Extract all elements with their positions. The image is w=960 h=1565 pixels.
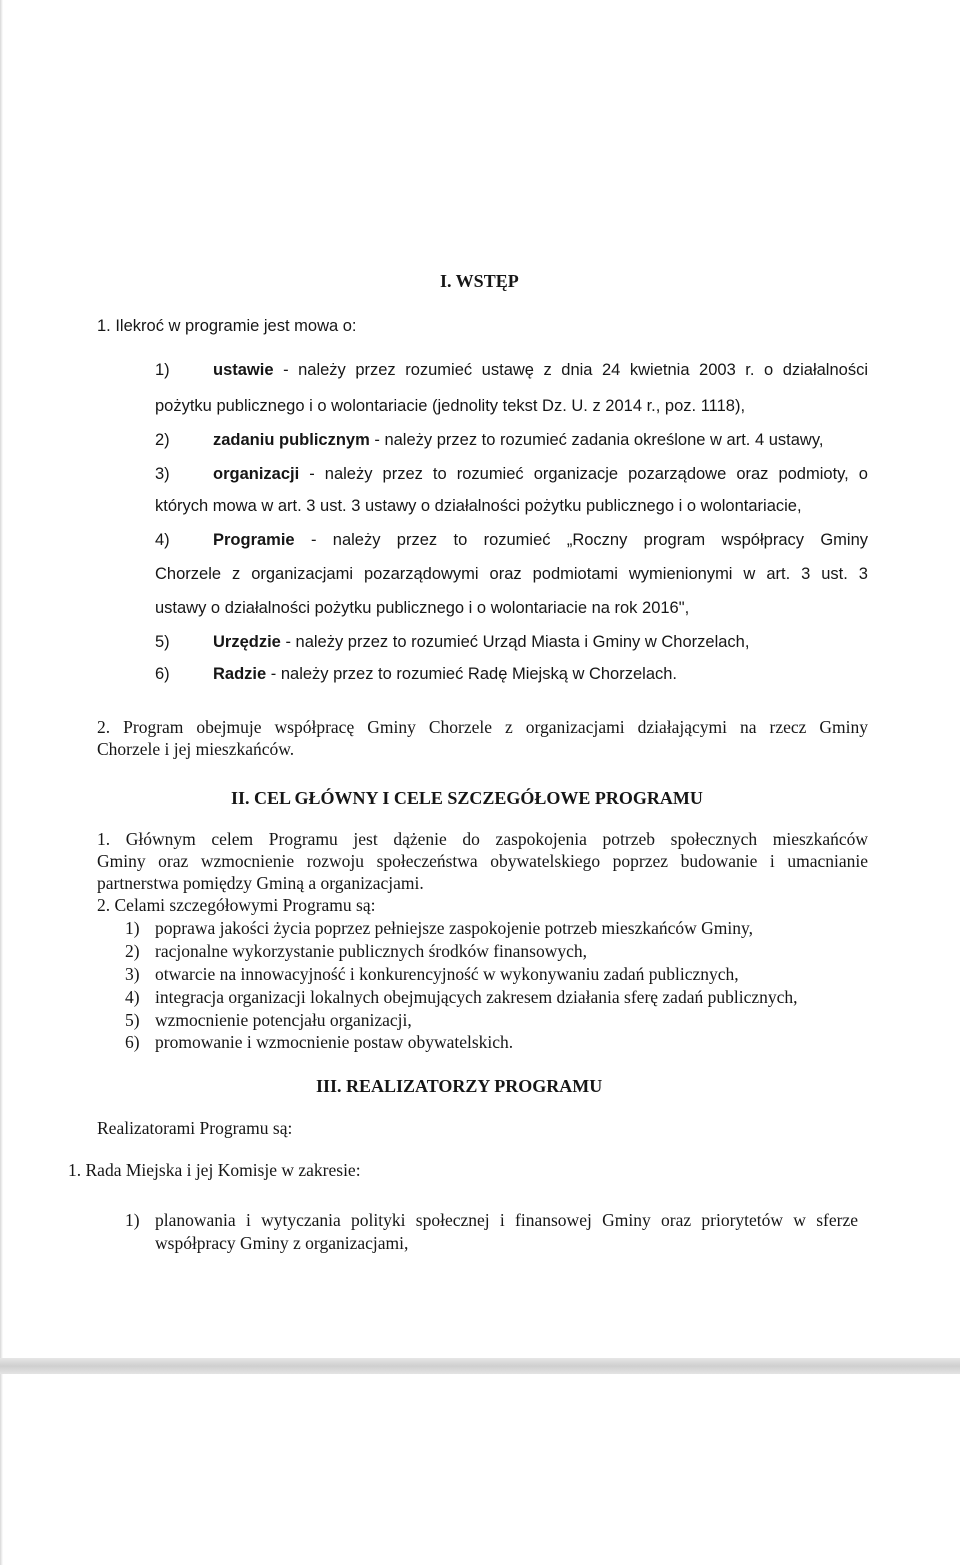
- sub-item-line: planowania i wytyczania polityki społecznej i finansowej Gminy oraz priorytetów w sferze: [155, 1210, 858, 1230]
- def-line: [213, 466, 868, 483]
- def-text: - należy przez rozumieć ustawę z dnia 24 kwietnia 2003 r. o działalności: [273, 361, 868, 379]
- def-text: - należy przez to rozumieć zadania określone w art. 4 ustawy,: [369, 431, 824, 449]
- def-text: - należy przez to rozumieć Urząd Miasta i Gminy w Chorzelach,: [280, 633, 750, 651]
- section-heading-cele: II. CEL GŁÓWNY I CELE SZCZEGÓŁOWE PROGRAMU: [231, 788, 703, 808]
- goal-text: poprawa jakości życia poprzez pełniejsze zaspokojenie potrzeb mieszkańców Gminy,: [155, 918, 753, 938]
- def-line-cont: których mowa w art. 3 ust. 3 ustawy o działalności pożytku publicznego i o wolontariacie,: [155, 497, 802, 515]
- def-number: 1): [155, 361, 170, 379]
- list-item: 1. Rada Miejska i jej Komisje w zakresie:: [68, 1160, 361, 1180]
- goal-number: 3): [125, 964, 140, 984]
- goal-text: wzmocnienie potencjału organizacji,: [155, 1010, 412, 1030]
- section-heading-wstep: I. WSTĘP: [440, 271, 519, 291]
- section-intro: 1. Ilekroć w programie jest mowa o:: [97, 317, 357, 335]
- def-term: Urzędzie: [213, 633, 281, 651]
- def-line: [213, 666, 677, 683]
- scan-edge: [0, 0, 3, 1565]
- def-line: [213, 532, 868, 549]
- paragraph-line: 2. Celami szczegółowymi Programu są:: [97, 895, 376, 915]
- sub-item-line: współpracy Gminy z organizacjami,: [155, 1233, 409, 1253]
- def-number: 5): [155, 633, 170, 651]
- def-term: ustawie: [213, 361, 274, 379]
- def-number: 2): [155, 431, 170, 449]
- paragraph-line: 1. Głównym celem Programu jest dążenie do zaspokojenia potrzeb społecznych mieszkańców: [97, 829, 868, 849]
- def-number: 4): [155, 531, 170, 549]
- def-line: [213, 432, 823, 449]
- scan-artifact-band: [0, 1358, 960, 1374]
- def-text: - należy przez to rozumieć „Roczny program współpracy Gminy: [294, 531, 868, 549]
- section-heading-realizatorzy: III. REALIZATORZY PROGRAMU: [316, 1076, 603, 1096]
- def-text: - należy przez to rozumieć organizacje pozarządowe oraz podmioty, o: [299, 465, 868, 483]
- def-line-cont: pożytku publicznego i o wolontariacie (jednolity tekst Dz. U. z 2014 r., poz. 1118),: [155, 397, 746, 415]
- def-line: [213, 634, 749, 651]
- goal-number: 6): [125, 1032, 140, 1052]
- goal-text: otwarcie na innowacyjność i konkurencyjność w wykonywaniu zadań publicznych,: [155, 964, 739, 984]
- goal-text: promowanie i wzmocnienie postaw obywatelskich.: [155, 1032, 514, 1052]
- def-line-cont: ustawy o działalności pożytku publicznego i o wolontariacie na rok 2016",: [155, 599, 690, 617]
- def-line: [213, 362, 868, 379]
- goal-number: 5): [125, 1010, 140, 1030]
- paragraph-line: Realizatorami Programu są:: [97, 1118, 293, 1138]
- def-number: 6): [155, 665, 170, 683]
- goal-text: racjonalne wykorzystanie publicznych środków finansowych,: [155, 941, 588, 961]
- paragraph-line: partnerstwa pomiędzy Gminą a organizacjami.: [97, 873, 424, 893]
- def-term: zadaniu publicznym: [213, 431, 370, 449]
- goal-text: integracja organizacji lokalnych obejmujących zakresem działania sferę zadań publicznych,: [155, 987, 798, 1007]
- goal-number: 2): [125, 941, 140, 961]
- def-term: organizacji: [213, 465, 300, 483]
- def-term: Radzie: [213, 665, 267, 683]
- def-number: 3): [155, 465, 170, 483]
- paragraph-line: 2. Program obejmuje współpracę Gminy Chorzele z organizacjami działającymi na rzecz Gminy: [97, 717, 868, 737]
- paragraph-line: Chorzele i jej mieszkańców.: [97, 739, 295, 759]
- def-line-cont: Chorzele z organizacjami pozarządowymi oraz podmiotami wymienionymi w art. 3 ust. 3: [155, 565, 868, 583]
- goal-number: 1): [125, 918, 140, 938]
- paragraph-line: Gminy oraz wzmocnienie rozwoju społeczeństwa obywatelskiego poprzez budowanie i umacnianie: [97, 851, 868, 871]
- sub-item-number: 1): [125, 1210, 140, 1230]
- goal-number: 4): [125, 987, 140, 1007]
- def-text: - należy przez to rozumieć Radę Miejską w Chorzelach.: [266, 665, 678, 683]
- def-term: Programie: [213, 531, 295, 549]
